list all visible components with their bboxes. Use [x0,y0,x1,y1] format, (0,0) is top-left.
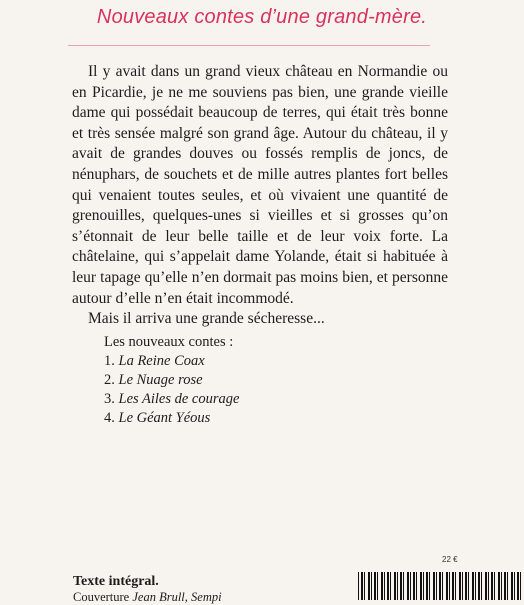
contents-item-title: Les Ailes de courage [118,391,240,407]
contents-item-number: 1. [104,353,115,369]
synopsis [72,62,448,330]
contents-item-title: Le Géant Yéous [118,410,211,426]
contents-heading: Les nouveaux contes : [104,334,234,350]
contents-item [104,390,239,409]
contents-item-title: Le Nuage rose [118,372,203,388]
synopsis-paragraph-2: Mais il arriva une grande sécheresse... [88,310,325,328]
table-of-contents [104,333,239,428]
book-title: Nouveaux contes d’une grand-mère. [96,6,428,28]
contents-item-number: 4. [104,410,115,426]
contents-item-number: 2. [104,372,115,388]
contents-item-number: 3. [104,391,115,407]
synopsis-paragraph-1: Il y avait dans un grand vieux château en Normandie ou en Picardie, je ne me souviens pas bien, une grande vieille dame qui possédait beaucoup de terres, qui était très bonne et très sensée malgré son grand âge. Autour du château, il y avait de grandes douves ou fossés remplis de joncs, de nénuphars, de souchets et de mille autres plantes fort belles qui venaient toutes seules, et où vivaient une quantité de grenouilles, quelques-unes si vieilles et si grosses qu’on s’étonnait de leur belle taille et de leur voix forte. La châtelaine, qui s’appelait dame Yolande, était si habituée à leur tapage qu’elle n’en dormait pas moins bien, et personne autour d’elle n’en était incommodé. [72,63,448,307]
contents-item-title: La Reine Coax [118,353,205,369]
cover-artist: Jean Brull, Sempi [132,590,222,604]
contents-item [104,352,239,371]
contents-item [104,409,239,428]
cover-label: Couverture [73,590,130,604]
integral-text-label: Texte intégral. [73,574,159,589]
price-label: 22 € [442,555,458,564]
contents-item [104,371,239,390]
cover-credit [73,590,222,605]
barcode [358,572,524,600]
title-divider [68,45,430,46]
